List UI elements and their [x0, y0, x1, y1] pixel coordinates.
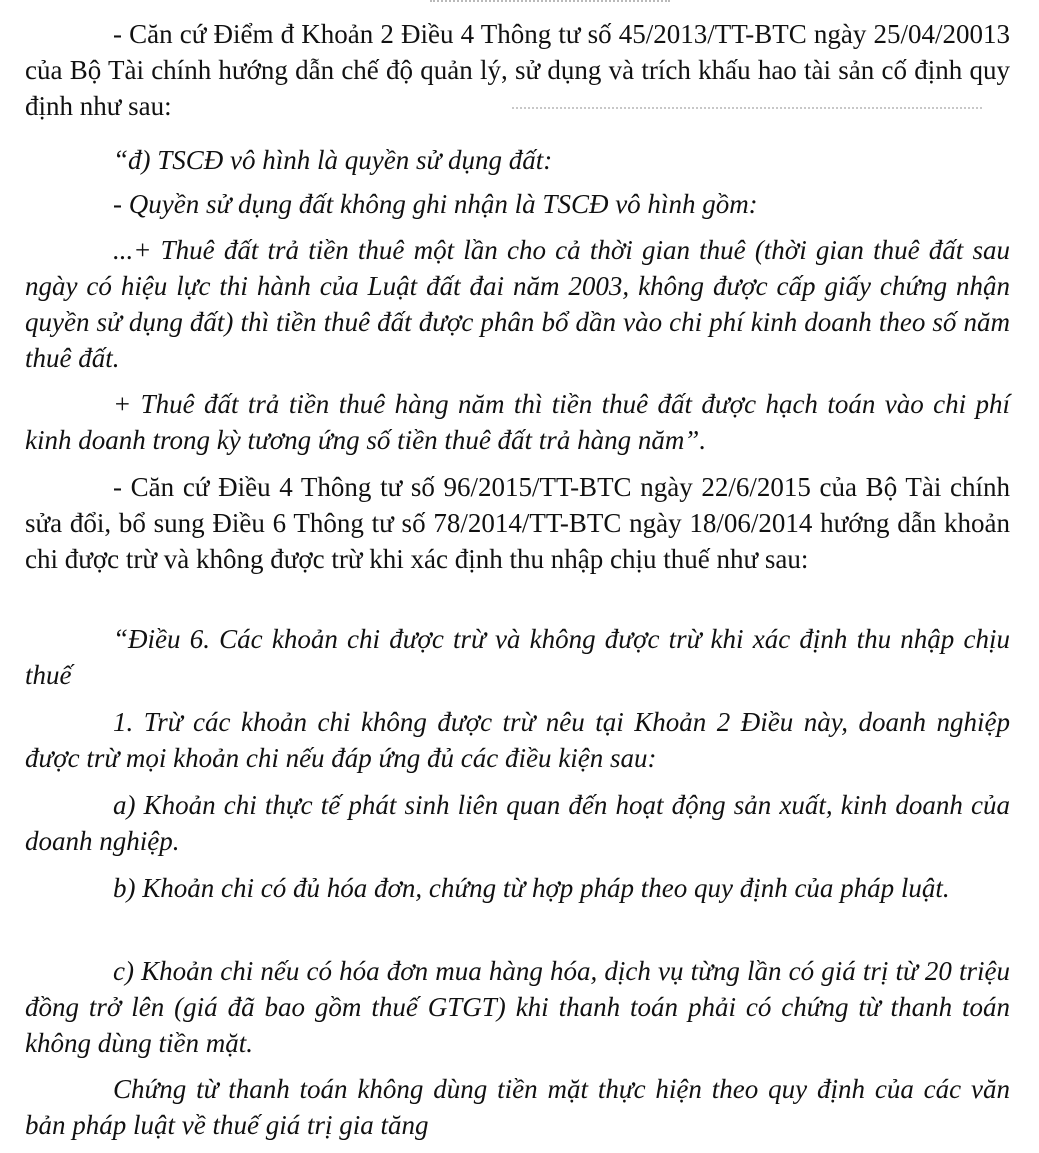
paragraph-item-b: b) Khoản chi có đủ hóa đơn, chứng từ hợp pháp theo quy định của pháp luật. — [113, 873, 950, 903]
paragraph-legal-basis-1: - Căn cứ Điểm đ Khoản 2 Điều 4 Thông tư số 45/2013/TT-BTC ngày 25/04/20013 của Bộ Tài chính hướng dẫn chế độ quản lý, sử dụng và trích khấu hao tài sản cố định quy định như sau: — [25, 19, 1010, 121]
paragraph-land-use-right: - Quyền sử dụng đất không ghi nhận là TSCĐ vô hình gồm: — [113, 189, 758, 219]
paragraph-item-c: c) Khoản chi nếu có hóa đơn mua hàng hóa, dịch vụ từng lần có giá trị từ 20 triệu đồng trở lên (giá đã bao gồm thuế GTGT) khi thanh toán phải có chứng từ thanh toán không dùng tiền mặt. — [25, 956, 1010, 1058]
paragraph-item-a: a) Khoản chi thực tế phát sinh liên quan đến hoạt động sản xuất, kinh doanh của doanh nghiệp. — [25, 790, 1010, 856]
paragraph-legal-basis-2: - Căn cứ Điều 4 Thông tư số 96/2015/TT-BTC ngày 22/6/2015 của Bộ Tài chính sửa đổi, bổ sung Điều 6 Thông tư số 78/2014/TT-BTC ngày 18/06/2014 hướng dẫn khoản chi được trừ và không được trừ khi xác định thu nhập chịu thuế như sau: — [25, 472, 1010, 574]
paragraph-item-1: 1. Trừ các khoản chi không được trừ nêu tại Khoản 2 Điều này, doanh nghiệp được trừ mọi khoản chi nếu đáp ứng đủ các điều kiện sau: — [25, 707, 1010, 773]
paragraph-lease-one-time: ...+ Thuê đất trả tiền thuê một lần cho cả thời gian thuê (thời gian thuê đất sau ngày có hiệu lực thi hành của Luật đất đai năm 2003, không được cấp giấy chứng nhận quyền sử dụng đất) thì tiền thuê đất được phân bổ dần vào chi phí kinh doanh theo số năm thuê đất. — [25, 235, 1010, 373]
scan-artifact-top — [430, 0, 670, 8]
paragraph-article-6: “Điều 6. Các khoản chi được trừ và không được trừ khi xác định thu nhập chịu thuế — [25, 624, 1010, 690]
paragraph-quote-d: “đ) TSCĐ vô hình là quyền sử dụng đất: — [113, 145, 553, 175]
paragraph-non-cash-docs: Chứng từ thanh toán không dùng tiền mặt thực hiện theo quy định của các văn bản pháp luật về thuế giá trị gia tăng — [25, 1074, 1010, 1140]
paragraph-lease-annual: + Thuê đất trả tiền thuê hàng năm thì tiền thuê đất được hạch toán vào chi phí kinh doanh trong kỳ tương ứng số tiền thuê đất trả hàng năm”. — [25, 389, 1010, 455]
